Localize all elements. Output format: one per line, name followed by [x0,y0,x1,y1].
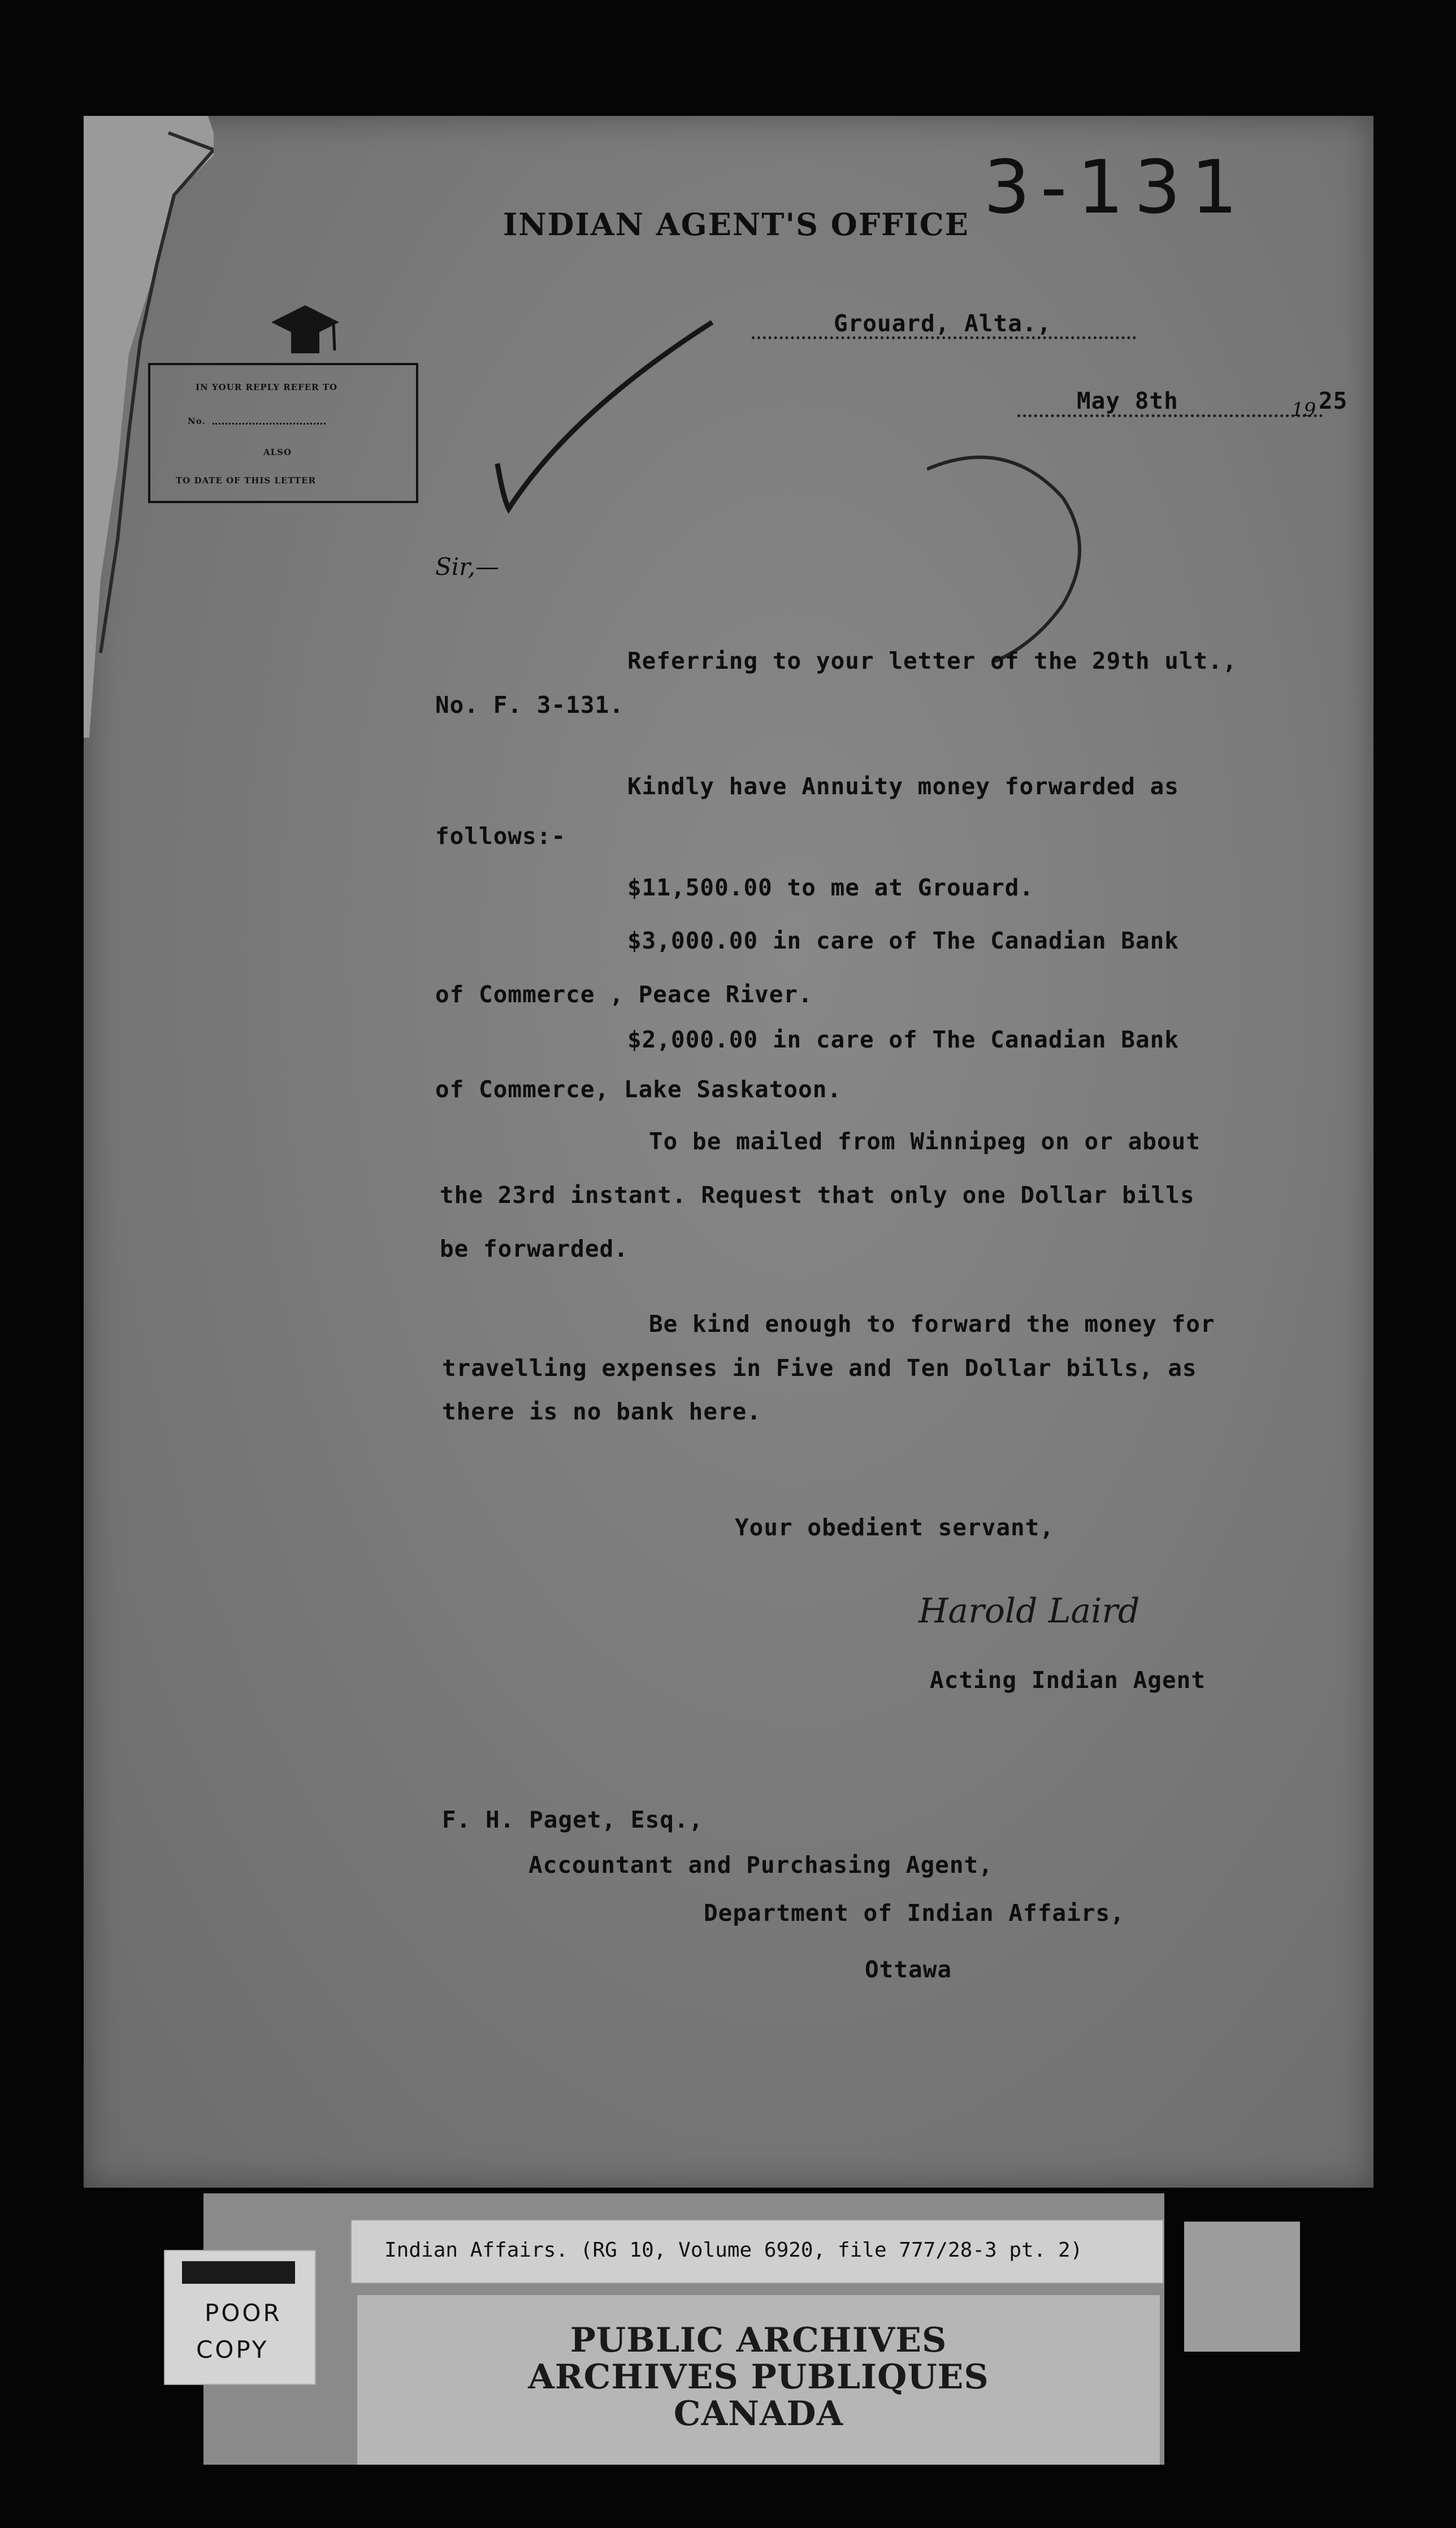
place-line: Grouard, Alta., [834,310,1052,337]
body-p3-line3: be forwarded. [440,1235,629,1262]
refbox-dotted-rule [213,423,326,425]
refbox-line-4: TO DATE OF THIS LETTER [176,475,317,486]
date-year-prefix: 19 [1292,399,1316,421]
signature: Harold Laird [918,1591,1140,1631]
folded-tab [1184,2222,1300,2352]
poor-copy-card [164,2250,316,2385]
date-month-day: May 8th [1077,387,1178,414]
refbox-line-3: ALSO [263,447,292,457]
body-p2-line2: follows:- [435,823,566,850]
archive-stamp-panel [357,2295,1160,2465]
poor-copy-line-1: POOR [205,2299,282,2327]
salutation: Sir,— [435,553,500,581]
closing: Your obedient servant, [735,1514,1055,1541]
body-p4-line2: travelling expenses in Five and Ten Dollar bills, as [442,1354,1197,1382]
mortarboard-emblem [266,300,345,367]
stamp-line-3: CANADA [673,2394,844,2434]
addressee-line-3: Department of Indian Affairs, [704,1899,1125,1927]
addressee-line-2: Accountant and Purchasing Agent, [528,1851,993,1878]
body-item-3-line2: of Commerce, Lake Saskatoon. [435,1076,842,1103]
stamp-line-2: ARCHIVES PUBLIQUES [528,2357,989,2397]
stamp-line-1: PUBLIC ARCHIVES [570,2321,947,2360]
body-p4-line1: Be kind enough to forward the money for [649,1310,1215,1337]
addressee-line-1: F. H. Paget, Esq., [442,1806,704,1833]
archive-reference-text: Indian Affairs. (RG 10, Volume 6920, file 777/28-3 pt. 2) [384,2239,1083,2262]
body-p1-line2: No. F. 3-131. [435,691,624,718]
addressee-line-4: Ottawa [865,1956,952,1983]
body-item-2-line2: of Commerce , Peace River. [435,981,813,1008]
handwritten-curve [927,447,1097,673]
body-p1-line1: Referring to your letter of the 29th ult., [627,647,1237,674]
handwritten-check-mark [486,311,723,526]
signer-title: Acting Indian Agent [930,1666,1206,1694]
handwritten-file-number: 3-131 [983,144,1248,230]
body-item-3-line1: $2,000.00 in care of The Canadian Bank [627,1026,1179,1053]
poor-copy-line-2: COPY [196,2336,269,2363]
body-p4-line3: there is no bank here. [442,1398,762,1425]
date-year-suffix: 25 [1319,387,1348,414]
body-item-2-line1: $3,000.00 in care of The Canadian Bank [627,927,1179,954]
archive-reference-label [350,2219,1164,2284]
refbox-line-1: IN YOUR REPLY REFER TO [196,382,338,392]
body-p2-line1: Kindly have Annuity money forwarded as [627,773,1179,800]
place-dotted-rule [752,336,1136,339]
body-p3-line1: To be mailed from Winnipeg on or about [649,1128,1201,1155]
body-item-1: $11,500.00 to me at Grouard. [627,874,1034,901]
refbox-line-2: No. [188,416,206,426]
body-p3-line2: the 23rd instant. Request that only one Dollar bills [440,1181,1195,1209]
redaction-bar [182,2261,295,2284]
reply-reference-box [148,363,418,503]
date-dotted-rule [1017,414,1323,417]
letterhead-title: INDIAN AGENT'S OFFICE [503,206,969,243]
